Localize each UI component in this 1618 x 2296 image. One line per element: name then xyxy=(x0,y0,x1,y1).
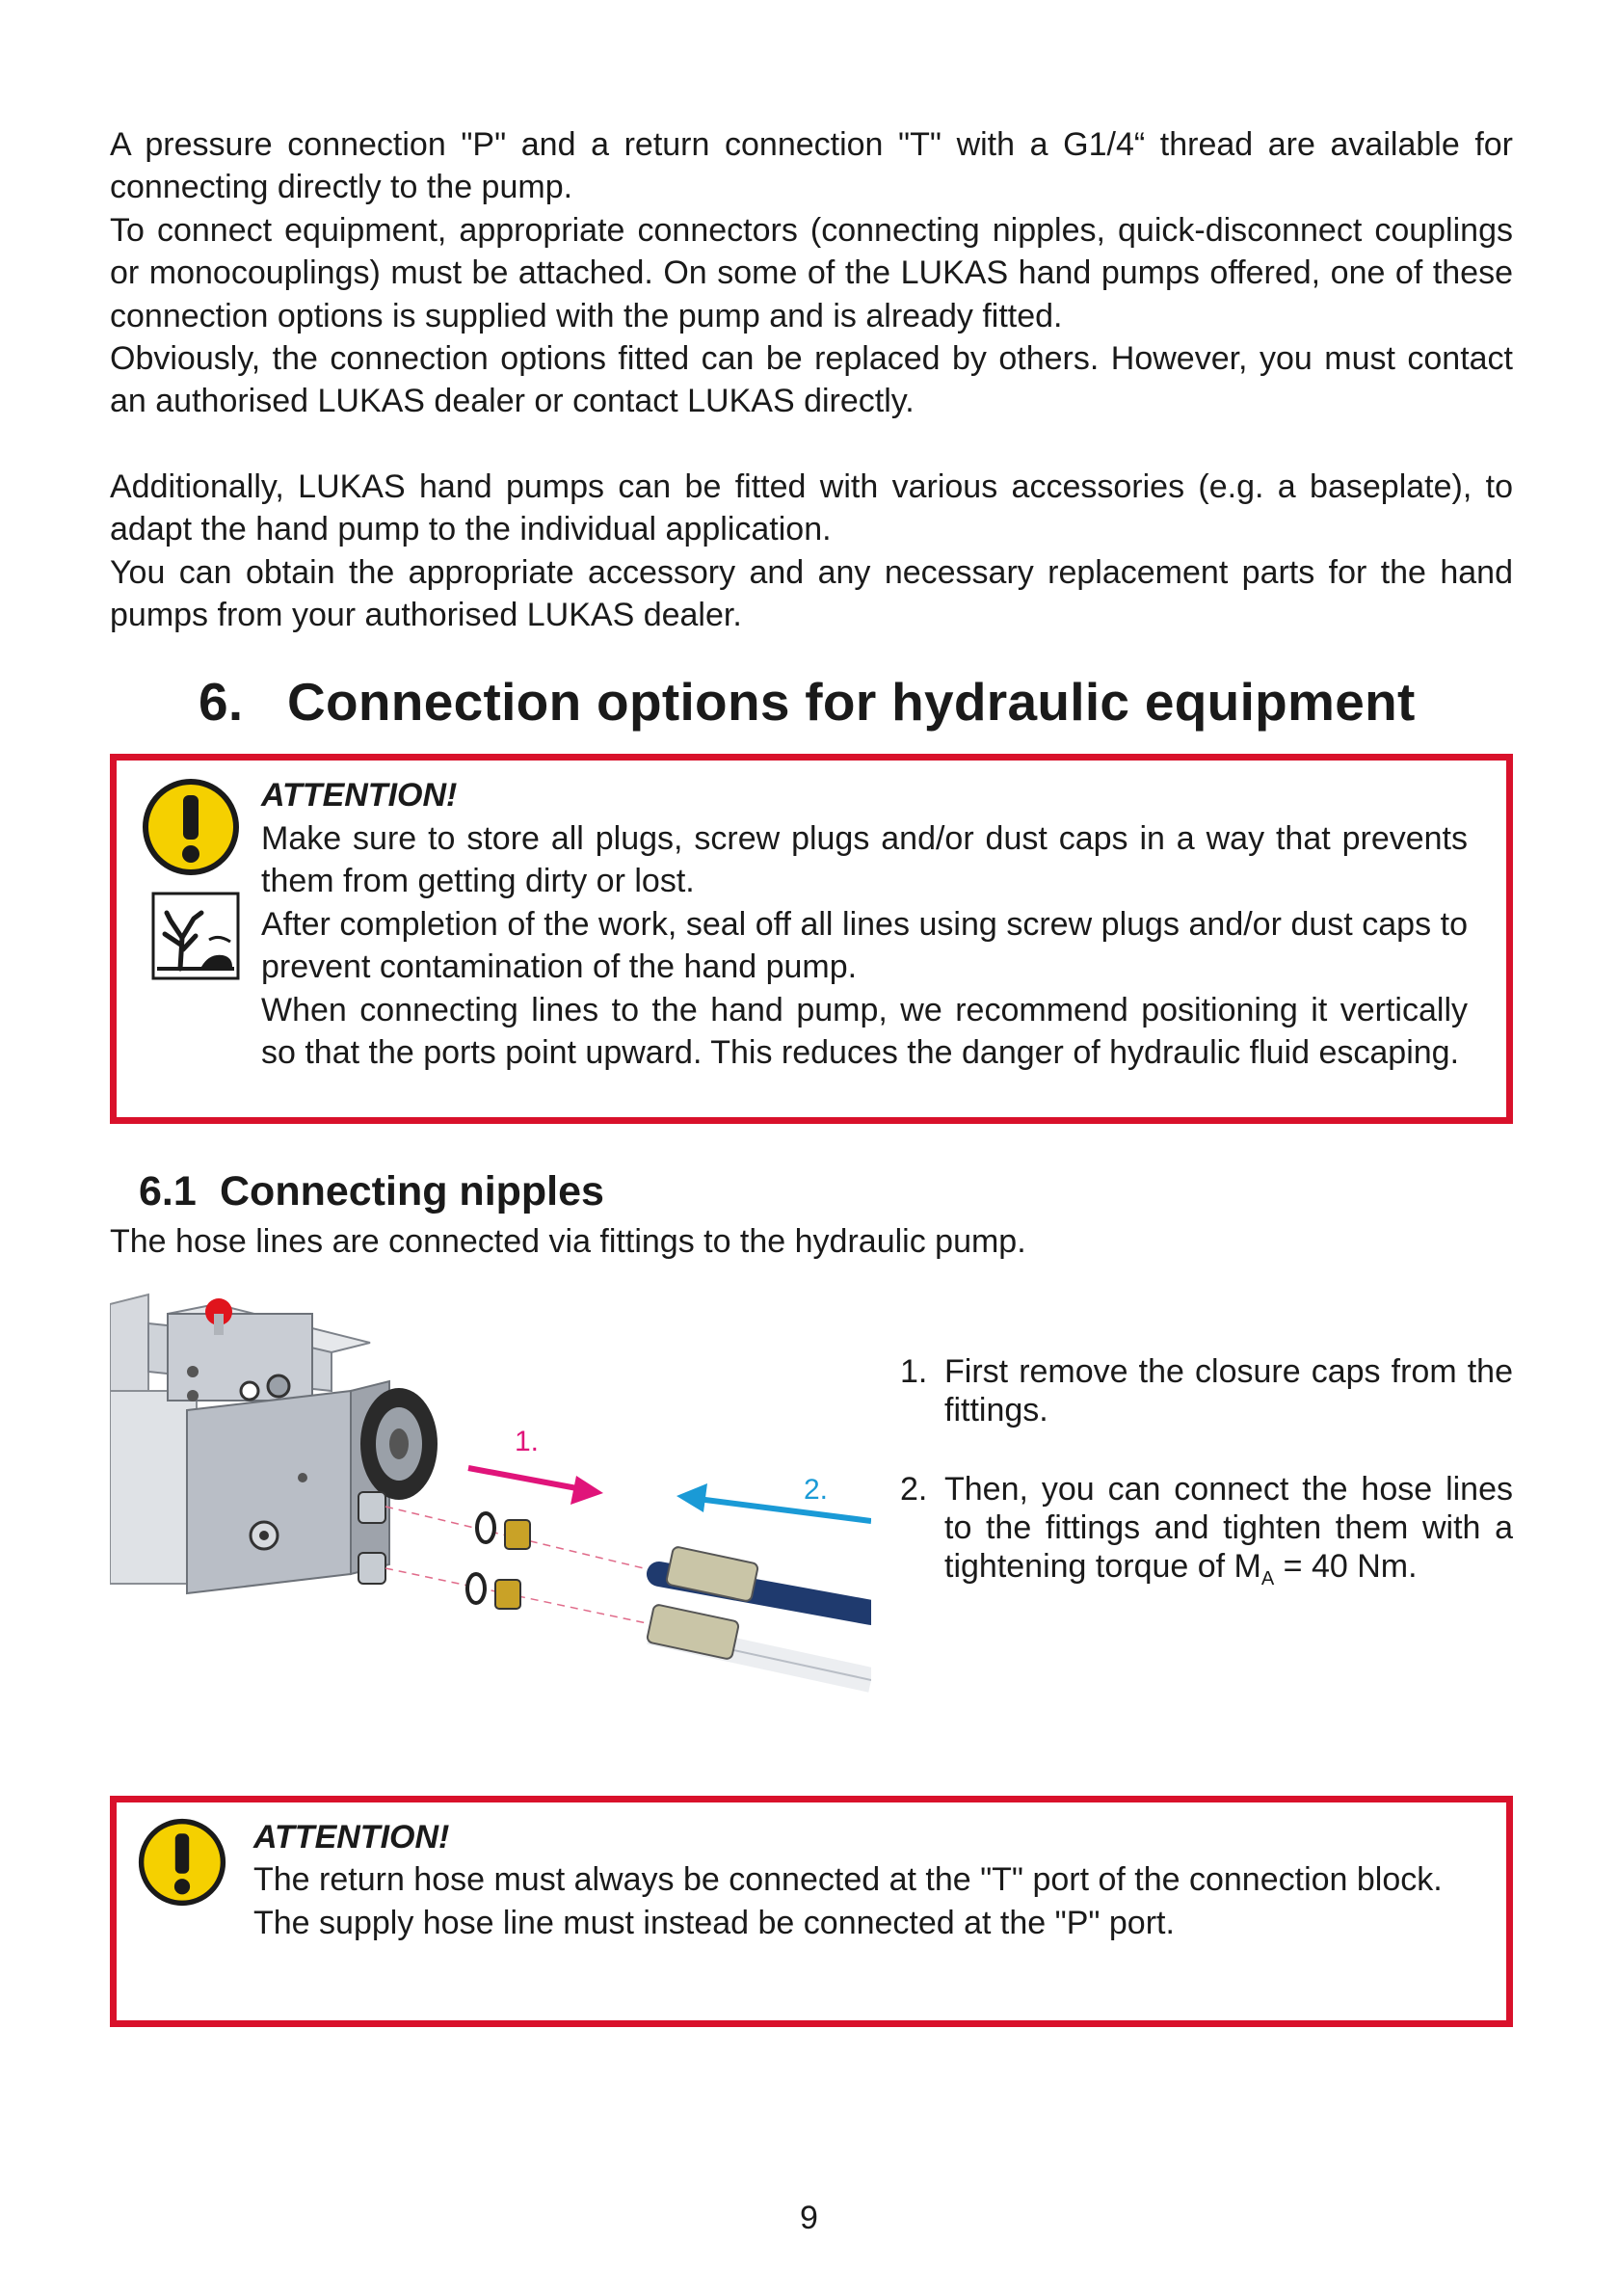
step-2-text-a: Then, you can connect the hose lines to the fittings and tighten them with a tightening torque of M xyxy=(944,1470,1513,1585)
warning-exclamation-icon xyxy=(142,778,240,876)
step-2-number: 2. xyxy=(900,1470,928,1508)
attention-2-line-2: The supply hose line must instead be connected at the "P" port. xyxy=(253,1904,1175,1941)
intro-paragraph-2: To connect equipment, appropriate connectors (connecting nipples, quick-disconnect couplings or monocouplings) must be attached. On some of the LUKAS hand pumps offered, one of these connection options is supplied with the pump and is already fitted. xyxy=(110,211,1513,334)
intro-paragraph-3: Obviously, the connection options fitted can be replaced by others. However, you must contact an authorised LUKAS dealer or contact LUKAS directly. xyxy=(110,340,1513,420)
attention-1-line-2: After completion of the work, seal off all lines using screw plugs and/or dust caps to prevent contamination of the hand pump. xyxy=(261,905,1468,986)
arrow-1-label: 1. xyxy=(515,1425,540,1457)
environmental-hazard-icon xyxy=(151,892,240,980)
attention-box-2 xyxy=(110,1796,1513,2027)
pump-connection-illustration xyxy=(110,1285,871,1719)
step-2-text xyxy=(944,1470,1513,1598)
step-1-text: First remove the closure caps from the fittings. xyxy=(944,1352,1513,1428)
section-heading xyxy=(199,663,1513,740)
attention-2-text xyxy=(253,1816,1468,1944)
subsection-intro: The hose lines are connected via fittings to the hydraulic pump. xyxy=(110,1223,1026,1261)
attention-1-title: ATTENTION! xyxy=(261,777,458,814)
step-2 xyxy=(900,1470,1513,1598)
step-1 xyxy=(900,1352,1513,1429)
attention-1-line-3: When connecting lines to the hand pump, we recommend positioning it vertically so that the ports point upward. This reduces the danger of hydraulic fluid escaping. xyxy=(261,991,1468,1071)
arrow-2-label: 2. xyxy=(804,1473,829,1506)
figure-row xyxy=(110,1285,1513,1738)
subsection-title: Connecting nipples xyxy=(220,1168,604,1215)
step-2-text-b: = 40 Nm. xyxy=(1274,1547,1418,1585)
section-number: 6. xyxy=(199,672,244,733)
page-content xyxy=(110,123,1513,2027)
attention-1-line-1: Make sure to store all plugs, screw plugs and/or dust caps in a way that prevents them from getting dirty or lost. xyxy=(261,819,1468,900)
section-title: Connection options for hydraulic equipment xyxy=(287,672,1416,733)
warning-exclamation-icon xyxy=(138,1818,226,1907)
step-1-number: 1. xyxy=(900,1352,928,1390)
attention-2-title: ATTENTION! xyxy=(253,1818,450,1855)
attention-1-text xyxy=(261,774,1468,1074)
step-2-subscript: A xyxy=(1260,1567,1275,1589)
steps-list xyxy=(900,1352,1513,1639)
attention-box-1 xyxy=(110,754,1513,1124)
intro-paragraph-5: You can obtain the appropriate accessory and any necessary replacement parts for the hand pumps from your authorised LUKAS dealer. xyxy=(110,553,1513,634)
subsection-number: 6.1 xyxy=(139,1168,197,1215)
page-number: 9 xyxy=(800,2200,818,2236)
subsection-heading xyxy=(139,1162,1513,1220)
intro-paragraph-1: A pressure connection "P" and a return connection "T" with a G1/4“ thread are available for connecting directly to the pump. xyxy=(110,126,1513,206)
attention-2-line-1: The return hose must always be connected at the "T" port of the connection block. xyxy=(253,1861,1443,1899)
intro-paragraph-4: Additionally, LUKAS hand pumps can be fitted with various accessories (e.g. a baseplate), to adapt the hand pump to the individual application. xyxy=(110,467,1513,548)
